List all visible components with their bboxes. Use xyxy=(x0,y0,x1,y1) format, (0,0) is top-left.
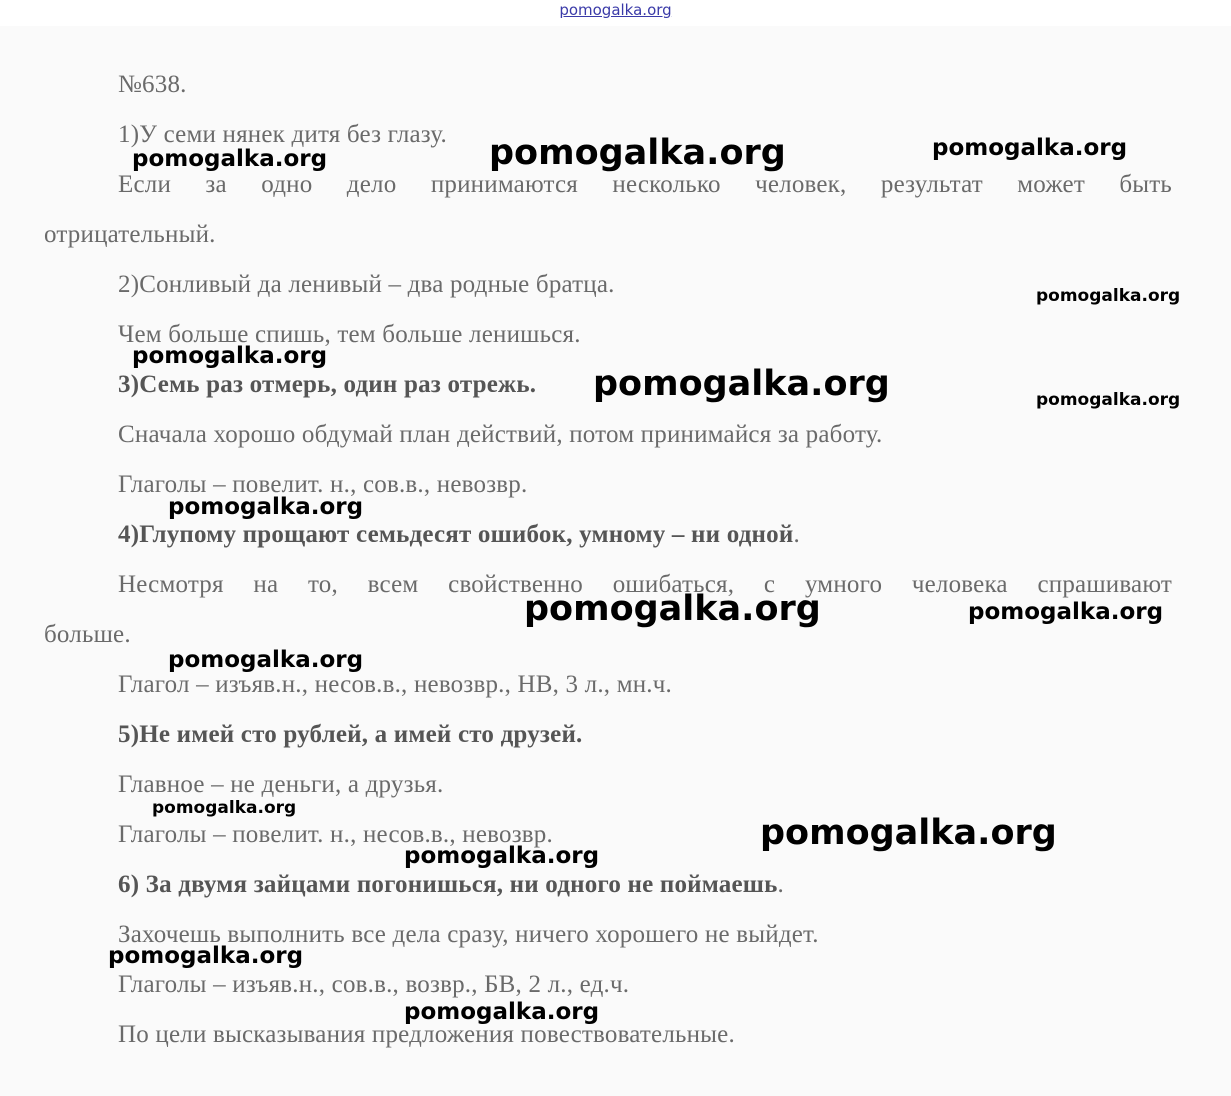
watermark: pomogalka.org xyxy=(404,999,600,1025)
proverb-5: 5)Не имей сто рублей, а имей сто друзей. xyxy=(118,721,583,748)
watermark: pomogalka.org xyxy=(932,135,1128,161)
proverb-6 xyxy=(118,870,784,900)
explanation-1-line-1: Если за одно дело принимаются несколько человек, результат может быть xyxy=(118,171,1172,198)
verb-analysis-3: Глаголы – повелит. н., сов.в., невозвр. xyxy=(118,471,528,498)
explanation-1-line-2: отрицательный. xyxy=(44,221,216,248)
watermark: pomogalka.org xyxy=(1036,390,1181,410)
proverb-6-bold: 6) За двумя зайцами погонишься, ни одного не поймаешь xyxy=(118,871,778,898)
explanation-6: Захочешь выполнить все дела сразу, ничего хорошего не выйдет. xyxy=(118,921,819,948)
verb-analysis-6: Глаголы – изъяв.н., сов.в., возвр., БВ, 2 л., ед.ч. xyxy=(118,971,630,998)
watermark: pomogalka.org xyxy=(168,647,364,673)
watermark: pomogalka.org xyxy=(132,146,328,172)
verb-analysis-4: Глагол – изъяв.н., несов.в., невозвр., НВ, 3 л., мн.ч. xyxy=(118,671,672,698)
purpose-note: По цели высказывания предложения повествовательные. xyxy=(118,1021,735,1048)
explanation-4-line-2: больше. xyxy=(44,621,131,648)
watermark: pomogalka.org xyxy=(152,798,297,818)
explanation-2: Чем больше спишь, тем больше ленишься. xyxy=(118,321,581,348)
proverb-4-period: . xyxy=(793,521,800,548)
proverb-2: 2)Сонливый да ленивый – два родные братца. xyxy=(118,271,615,298)
proverb-1: 1)У семи нянек дитя без глазу. xyxy=(118,121,447,148)
proverb-6-period: . xyxy=(777,871,784,898)
watermark: pomogalka.org xyxy=(524,589,821,629)
explanation-3: Сначала хорошо обдумай план действий, потом принимайся за работу. xyxy=(118,421,883,448)
proverb-4-bold: 4)Глупому прощают семьдесят ошибок, умному – ни одной xyxy=(118,521,794,548)
watermark: pomogalka.org xyxy=(1036,286,1181,306)
watermark: pomogalka.org xyxy=(108,943,304,969)
watermark: pomogalka.org xyxy=(404,843,600,869)
exercise-number: №638. xyxy=(118,71,187,98)
watermark: pomogalka.org xyxy=(132,343,328,369)
watermark: pomogalka.org xyxy=(593,364,890,404)
explanation-5: Главное – не деньги, а друзья. xyxy=(118,771,444,798)
watermark: pomogalka.org xyxy=(760,813,1057,853)
proverb-3: 3)Семь раз отмерь, один раз отрежь. xyxy=(118,371,537,398)
watermark: pomogalka.org xyxy=(489,133,786,173)
watermark: pomogalka.org xyxy=(968,599,1164,625)
watermark: pomogalka.org xyxy=(168,494,364,520)
explanation-4-line-1: Несмотря на то, всем свойственно ошибаться, с умного человека спрашивают xyxy=(118,571,1172,598)
site-header-link[interactable]: pomogalka.org xyxy=(559,1,672,19)
verb-analysis-5: Глаголы – повелит. н., несов.в., невозвр. xyxy=(118,821,553,848)
proverb-4 xyxy=(118,520,800,550)
